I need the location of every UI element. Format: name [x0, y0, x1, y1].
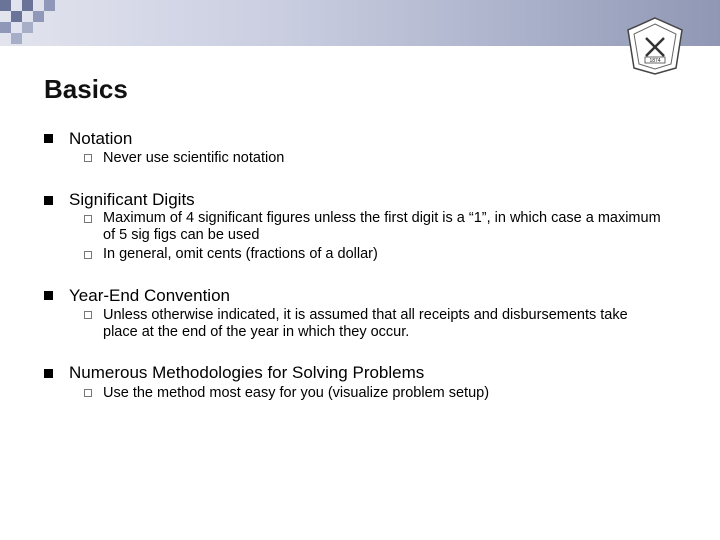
- sub-bullet-text: Maximum of 4 significant figures unless the first digit is a “1”, in which case a maximum of 5 sig figs can be used: [103, 210, 661, 243]
- bullet-square-icon: [44, 369, 53, 378]
- sub-bullet-box-icon: [84, 154, 92, 162]
- seal-year-text: 1874: [649, 58, 661, 64]
- section-heading: Notation: [69, 129, 133, 148]
- bullet-square-icon: [44, 291, 53, 300]
- sub-bullet-text: Unless otherwise indicated, it is assumed that all receipts and disbursements take place at the end of the year in which they occur.: [103, 307, 628, 340]
- bullet-square-icon: [44, 134, 53, 143]
- bullet-square-icon: [44, 196, 53, 205]
- slide-title: Basics: [44, 74, 128, 104]
- sub-bullet-text: Never use scientific notation: [103, 150, 285, 166]
- sub-bullet-text: Use the method most easy for you (visualize problem setup): [103, 385, 490, 401]
- section-heading: Year-End Convention: [69, 286, 230, 305]
- sub-bullet-box-icon: [84, 389, 92, 397]
- sub-bullet-box-icon: [84, 251, 92, 259]
- sub-bullet-box-icon: [84, 311, 92, 319]
- sub-bullet-box-icon: [84, 215, 92, 223]
- sub-bullet-text: In general, omit cents (fractions of a dollar): [103, 246, 378, 262]
- section-heading: Significant Digits: [69, 190, 195, 209]
- section-heading: Numerous Methodologies for Solving Problems: [69, 363, 425, 382]
